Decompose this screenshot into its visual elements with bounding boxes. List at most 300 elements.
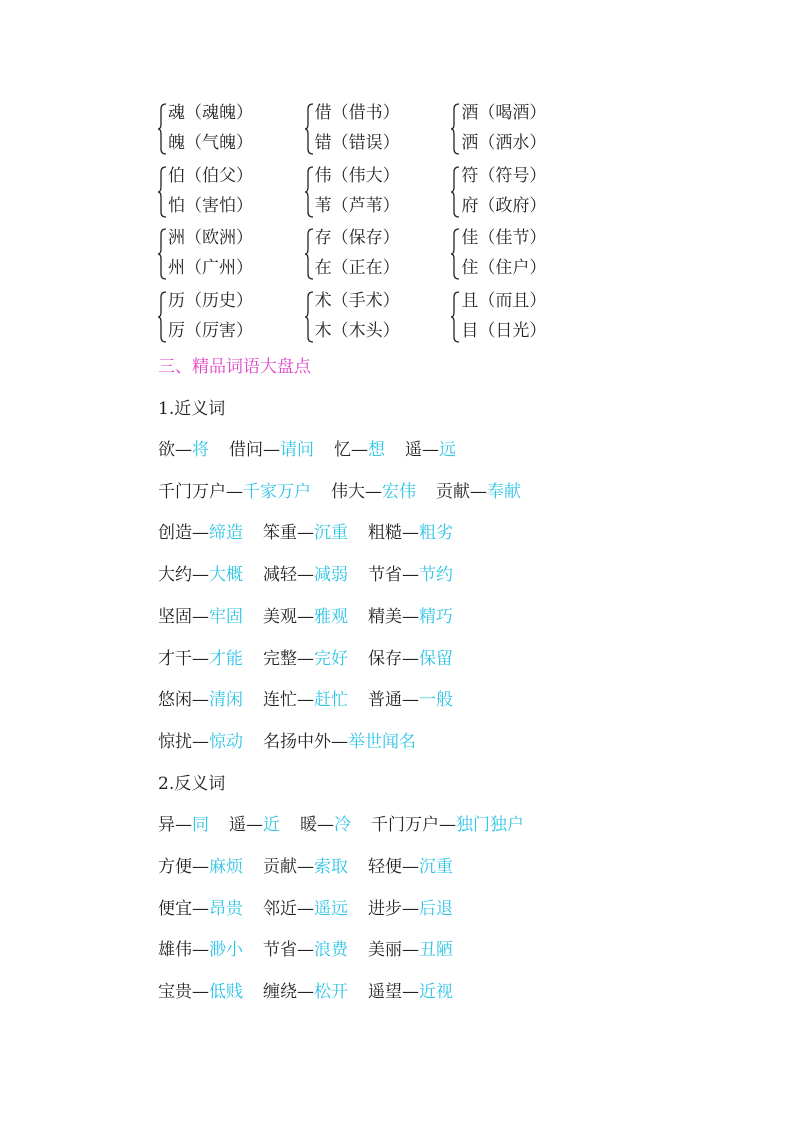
- example-word: 错误: [348, 133, 383, 153]
- char-word-pair: [461, 316, 546, 346]
- char-word-pair: [315, 223, 400, 253]
- word-pair-row: [158, 686, 473, 714]
- paren-open: （: [331, 228, 349, 248]
- dash: —: [226, 481, 243, 502]
- paren-close: ）: [529, 228, 547, 248]
- dash: —: [192, 523, 209, 544]
- paren-open: （: [185, 103, 202, 123]
- word: 惊扰: [158, 731, 192, 752]
- word-pair: [158, 686, 243, 714]
- paren-close: ）: [382, 290, 400, 311]
- paren-open: （: [185, 165, 202, 186]
- word: 笨重: [263, 523, 297, 544]
- answer-word: 大概: [209, 565, 243, 586]
- answer-word: 麻烦: [209, 857, 243, 877]
- dash: —: [192, 648, 209, 669]
- word-pair: [263, 561, 348, 589]
- answer-word: 低贱: [209, 982, 243, 1003]
- word-pair: [229, 436, 314, 464]
- answer-word: 遥远: [314, 898, 348, 919]
- char: 苇: [314, 195, 332, 216]
- word-pair: [368, 853, 453, 881]
- antonyms-title: 2.反义词: [158, 773, 226, 794]
- brace-icon: [450, 228, 460, 280]
- char-word-pair: [315, 316, 400, 346]
- dash: —: [297, 523, 314, 544]
- char: 怕: [168, 195, 185, 216]
- answer-word: 近: [263, 815, 280, 836]
- answer-word: 才能: [209, 648, 243, 669]
- paren-close: ）: [382, 195, 400, 216]
- example-word: 政府: [495, 195, 530, 216]
- word-pair-row: [158, 603, 473, 631]
- paren-open: （: [185, 258, 202, 278]
- word: 完整: [263, 648, 297, 669]
- answer-word: 保留: [419, 648, 453, 669]
- dash: —: [192, 731, 209, 752]
- char-word-pair: [168, 223, 253, 253]
- word: 千门万户: [158, 481, 226, 502]
- paren-open: （: [331, 290, 349, 311]
- brace-icon: [450, 291, 460, 343]
- answer-word: 粗劣: [419, 523, 453, 544]
- answer-word: 精巧: [419, 606, 453, 627]
- dash: —: [402, 523, 419, 544]
- brace-icon: [304, 103, 314, 155]
- word-pair: [368, 936, 453, 964]
- word-pair: [334, 436, 385, 464]
- dash: —: [402, 898, 419, 919]
- paren-open: （: [331, 258, 349, 278]
- char-group: [304, 223, 451, 286]
- example-word: 伯父: [202, 165, 236, 186]
- paren-close: ）: [529, 290, 547, 311]
- word-pair: [158, 603, 243, 631]
- char-word-pair: [315, 286, 400, 316]
- example-word: 而且: [495, 290, 530, 311]
- paren-open: （: [478, 195, 496, 216]
- paren-open: （: [185, 228, 202, 248]
- dash: —: [192, 940, 209, 961]
- example-word: 欧洲: [202, 228, 236, 248]
- answer-word: 沉重: [314, 523, 348, 544]
- word-pair: [368, 603, 453, 631]
- answer-word: 后退: [419, 898, 453, 919]
- word-pair: [158, 436, 209, 464]
- paren-close: ）: [236, 133, 253, 153]
- example-word: 历史: [202, 290, 236, 311]
- synonyms-title: 1.近义词: [158, 399, 226, 419]
- word: 保存: [368, 648, 402, 669]
- char: 酒: [461, 103, 479, 123]
- paren-open: （: [478, 290, 496, 311]
- char: 目: [461, 320, 479, 341]
- word-pair: [368, 978, 453, 1006]
- char-word-pair: [315, 191, 400, 221]
- char-word-pair: [461, 128, 546, 158]
- char-word-pair: [168, 98, 253, 128]
- word-pair: [368, 895, 453, 923]
- word-pair-row: [158, 853, 473, 881]
- char: 木: [314, 320, 332, 341]
- char-group-row: [157, 161, 597, 224]
- example-word: 洒水: [495, 133, 530, 153]
- word: 忆: [334, 440, 351, 460]
- paren-close: ）: [382, 103, 400, 123]
- char-group: [450, 223, 597, 286]
- char-word-pair: [315, 128, 400, 158]
- paren-open: （: [185, 320, 202, 341]
- brace-icon: [304, 228, 314, 280]
- char: 伟: [314, 165, 332, 186]
- answer-word: 昂贵: [209, 898, 243, 919]
- char-word-pair: [168, 253, 253, 283]
- char-group: [157, 223, 304, 286]
- dash: —: [297, 940, 314, 961]
- char: 伯: [168, 165, 185, 186]
- answer-word: 索取: [314, 857, 348, 877]
- word: 欲: [158, 440, 175, 460]
- dash: —: [297, 690, 314, 711]
- word: 连忙: [263, 690, 297, 711]
- word: 普通: [368, 690, 402, 711]
- paren-close: ）: [529, 320, 547, 341]
- word: 节省: [368, 565, 402, 586]
- answer-word: 宏伟: [382, 481, 416, 502]
- dash: —: [263, 440, 280, 460]
- word-pair: [158, 728, 243, 756]
- word: 异: [158, 815, 175, 836]
- answer-word: 冷: [334, 815, 351, 836]
- paren-close: ）: [382, 228, 400, 248]
- example-word: 手术: [348, 290, 383, 311]
- word-pair: [263, 519, 348, 547]
- answer-word: 远: [439, 440, 456, 460]
- answer-word: 减弱: [314, 565, 348, 586]
- paren-open: （: [185, 290, 202, 311]
- word-pair: [158, 519, 243, 547]
- paren-close: ）: [529, 133, 547, 153]
- word-pair: [263, 853, 348, 881]
- word: 才干: [158, 648, 192, 669]
- answer-word: 缔造: [209, 523, 243, 544]
- example-word: 气魄: [202, 133, 236, 153]
- char-group: [450, 161, 597, 224]
- brace-icon: [157, 291, 167, 343]
- char: 府: [461, 195, 479, 216]
- answer-word: 赶忙: [314, 690, 348, 711]
- word: 邻近: [263, 898, 297, 919]
- dash: —: [402, 982, 419, 1003]
- example-word: 日光: [495, 320, 530, 341]
- answer-word: 雅观: [314, 606, 348, 627]
- word-pair-row: [158, 811, 544, 839]
- dash: —: [192, 898, 209, 919]
- char-group: [157, 286, 304, 349]
- section-title: 三、精品词语大盘点: [158, 357, 311, 377]
- answer-word: 请问: [280, 440, 314, 460]
- word-pair-row: [158, 436, 476, 464]
- word: 轻便: [368, 857, 402, 877]
- char-word-pair: [461, 161, 546, 191]
- dash: —: [317, 815, 334, 836]
- word: 贡献: [436, 481, 470, 502]
- char: 术: [314, 290, 332, 311]
- word: 大约: [158, 565, 192, 586]
- word-pair-row: [158, 978, 473, 1006]
- paren-open: （: [478, 320, 496, 341]
- word-pair: [368, 645, 453, 673]
- example-word: 芦苇: [348, 195, 383, 216]
- char: 历: [168, 290, 185, 311]
- char: 存: [314, 228, 332, 248]
- word-pair: [229, 811, 280, 839]
- word: 减轻: [263, 565, 297, 586]
- dash: —: [175, 815, 192, 836]
- brace-icon: [304, 291, 314, 343]
- word-pair-row: [158, 645, 473, 673]
- brace-icon: [450, 103, 460, 155]
- char-word-pair: [461, 98, 546, 128]
- word: 遥: [405, 440, 422, 460]
- word-pair: [331, 478, 416, 506]
- char-group-row: [157, 98, 597, 161]
- answer-word: 独门独户: [456, 815, 524, 836]
- answer-word: 节约: [419, 565, 453, 586]
- dash: —: [192, 606, 209, 627]
- word-pair: [263, 686, 348, 714]
- dash: —: [192, 565, 209, 586]
- paren-close: ）: [382, 165, 400, 186]
- word-pair: [158, 645, 243, 673]
- word: 坚固: [158, 606, 192, 627]
- paren-close: ）: [236, 195, 253, 216]
- word: 借问: [229, 440, 263, 460]
- dash: —: [175, 440, 192, 460]
- paren-close: ）: [236, 320, 253, 341]
- word-pair: [263, 978, 348, 1006]
- paren-open: （: [185, 133, 202, 153]
- paren-close: ）: [382, 133, 400, 153]
- brace-icon: [304, 166, 314, 218]
- word: 雄伟: [158, 940, 192, 961]
- char: 错: [314, 133, 332, 153]
- example-word: 符号: [495, 165, 530, 186]
- word-pair-row: [158, 728, 436, 756]
- word: 暖: [300, 815, 317, 836]
- word-pair: [158, 561, 243, 589]
- word-pair: [263, 895, 348, 923]
- dash: —: [365, 481, 382, 502]
- paren-open: （: [478, 258, 496, 278]
- word: 宝贵: [158, 982, 192, 1003]
- answer-word: 渺小: [209, 940, 243, 961]
- brace-icon: [450, 166, 460, 218]
- char: 佳: [461, 228, 479, 248]
- word-pair: [371, 811, 524, 839]
- paren-open: （: [331, 165, 349, 186]
- answer-word: 奉献: [487, 481, 521, 502]
- char: 州: [168, 258, 185, 278]
- word: 创造: [158, 523, 192, 544]
- word: 千门万户: [371, 815, 439, 836]
- char-group: [304, 161, 451, 224]
- word-pair: [158, 936, 243, 964]
- example-word: 魂魄: [202, 103, 236, 123]
- word: 贡献: [263, 857, 297, 877]
- answer-word: 一般: [419, 690, 453, 711]
- char-group-grid: [157, 98, 597, 348]
- char: 魄: [168, 133, 185, 153]
- paren-open: （: [331, 133, 349, 153]
- paren-close: ）: [529, 103, 547, 123]
- char-word-pair: [168, 161, 253, 191]
- char-word-pair: [461, 286, 546, 316]
- word-pair: [158, 811, 209, 839]
- answer-word: 松开: [314, 982, 348, 1003]
- example-word: 佳节: [495, 228, 530, 248]
- dash: —: [297, 648, 314, 669]
- brace-icon: [157, 228, 167, 280]
- char: 住: [461, 258, 479, 278]
- word-pair: [368, 686, 453, 714]
- word-pair-row: [158, 519, 473, 547]
- word: 名扬中外: [263, 731, 331, 752]
- char-word-pair: [461, 223, 546, 253]
- dash: —: [297, 565, 314, 586]
- char: 厉: [168, 320, 185, 341]
- dash: —: [192, 857, 209, 877]
- char: 符: [461, 165, 479, 186]
- example-word: 借书: [348, 103, 383, 123]
- char: 借: [314, 103, 332, 123]
- char: 洲: [168, 228, 185, 248]
- brace-icon: [157, 166, 167, 218]
- word: 方便: [158, 857, 192, 877]
- char-group-row: [157, 223, 597, 286]
- char-group: [304, 286, 451, 349]
- word-pair: [405, 436, 456, 464]
- dash: —: [402, 690, 419, 711]
- paren-close: ）: [236, 228, 253, 248]
- answer-word: 清闲: [209, 690, 243, 711]
- paren-open: （: [478, 165, 496, 186]
- answer-word: 千家万户: [243, 481, 311, 502]
- answer-word: 将: [192, 440, 209, 460]
- char-word-pair: [168, 128, 253, 158]
- word-pair: [368, 519, 453, 547]
- char-group-row: [157, 286, 597, 349]
- paren-close: ）: [236, 290, 253, 311]
- word: 美丽: [368, 940, 402, 961]
- word: 节省: [263, 940, 297, 961]
- char-group: [157, 98, 304, 161]
- dash: —: [422, 440, 439, 460]
- char-word-pair: [315, 161, 400, 191]
- char-word-pair: [315, 253, 400, 283]
- paren-open: （: [331, 195, 349, 216]
- dash: —: [297, 982, 314, 1003]
- word: 缠绕: [263, 982, 297, 1003]
- paren-open: （: [478, 228, 496, 248]
- char-group: [304, 98, 451, 161]
- word-pair: [263, 936, 348, 964]
- example-word: 木头: [348, 320, 383, 341]
- example-word: 保存: [348, 228, 383, 248]
- paren-open: （: [478, 103, 496, 123]
- word-pair: [263, 603, 348, 631]
- paren-close: ）: [529, 165, 547, 186]
- char-word-pair: [168, 316, 253, 346]
- dash: —: [331, 731, 348, 752]
- dash: —: [297, 857, 314, 877]
- dash: —: [402, 857, 419, 877]
- word-pair-row: [158, 895, 473, 923]
- answer-word: 想: [368, 440, 385, 460]
- word-pair: [368, 561, 453, 589]
- example-word: 正在: [348, 258, 383, 278]
- paren-open: （: [331, 320, 349, 341]
- dash: —: [351, 440, 368, 460]
- example-word: 住户: [495, 258, 530, 278]
- answer-word: 牢固: [209, 606, 243, 627]
- paren-open: （: [331, 103, 349, 123]
- paren-close: ）: [236, 103, 253, 123]
- word: 粗糙: [368, 523, 402, 544]
- dash: —: [402, 565, 419, 586]
- word: 进步: [368, 898, 402, 919]
- dash: —: [439, 815, 456, 836]
- char: 魂: [168, 103, 185, 123]
- dash: —: [297, 606, 314, 627]
- example-word: 喝酒: [495, 103, 530, 123]
- example-word: 害怕: [202, 195, 236, 216]
- dash: —: [402, 648, 419, 669]
- answer-word: 近视: [419, 982, 453, 1003]
- char-group: [450, 98, 597, 161]
- word: 遥望: [368, 982, 402, 1003]
- brace-icon: [157, 103, 167, 155]
- word-pair-row: [158, 478, 541, 506]
- answer-word: 丑陋: [419, 940, 453, 961]
- example-word: 厉害: [202, 320, 236, 341]
- char-word-pair: [168, 286, 253, 316]
- example-word: 广州: [202, 258, 236, 278]
- word: 伟大: [331, 481, 365, 502]
- paren-close: ）: [382, 258, 400, 278]
- answer-word: 完好: [314, 648, 348, 669]
- answer-word: 浪费: [314, 940, 348, 961]
- answer-word: 沉重: [419, 857, 453, 877]
- word-pair: [158, 978, 243, 1006]
- paren-close: ）: [236, 165, 253, 186]
- paren-open: （: [185, 195, 202, 216]
- word: 美观: [263, 606, 297, 627]
- paren-close: ）: [382, 320, 400, 341]
- word-pair-row: [158, 561, 473, 589]
- word-pair: [158, 895, 243, 923]
- word-pair: [300, 811, 351, 839]
- paren-close: ）: [529, 195, 547, 216]
- answer-word: 举世闻名: [348, 731, 416, 752]
- char-word-pair: [168, 191, 253, 221]
- dash: —: [297, 898, 314, 919]
- dash: —: [470, 481, 487, 502]
- dash: —: [246, 815, 263, 836]
- dash: —: [402, 940, 419, 961]
- word-pair: [263, 728, 416, 756]
- word: 精美: [368, 606, 402, 627]
